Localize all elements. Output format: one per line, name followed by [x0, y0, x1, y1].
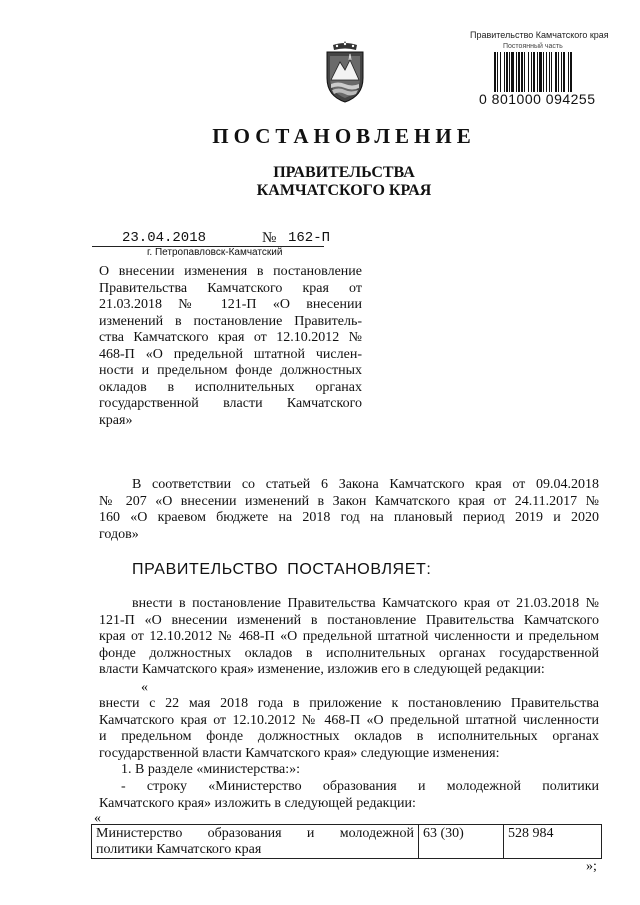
subject-line: окладов в исполнительных органах [99, 379, 362, 395]
subject-line: Правительства Камчатского края от [99, 280, 362, 296]
item2-block [99, 696, 599, 762]
document-date: 23.04.2018 [122, 230, 207, 246]
section-item: 1. В разделе «министерства:»: [121, 762, 300, 777]
opening-quote: « [141, 680, 148, 695]
item2-line: государственной власти Камчатского края» следующие изменения: [99, 745, 500, 761]
subject-block [99, 264, 362, 429]
staff-count-cell: 63 (30) [419, 825, 504, 859]
barcode-bar [561, 52, 562, 92]
stamp-organization: Правительство Камчатского края [470, 30, 609, 40]
subject-line: изменений в постановление Правитель- [99, 313, 362, 329]
salary-fund-cell: 528 984 [504, 825, 602, 859]
item1-line: фонде должностных окладов в исполнительных органах государственной [99, 645, 599, 661]
coat-of-arms-emblem [323, 40, 367, 104]
document-number: 162-П [288, 230, 331, 246]
subject-line: ности и предельном фонде должностных [99, 363, 362, 378]
barcode-bar [563, 52, 565, 92]
barcode-bar [516, 52, 517, 92]
item2-line: и предельном фонде должностных окладов в исполнительных органах [99, 729, 599, 744]
barcode-bar [504, 52, 505, 92]
barcode-bar [537, 52, 538, 92]
subject-line: 468-П «О предельной штатной числен- [99, 346, 362, 362]
opening-quote-2: « [94, 811, 101, 826]
item2-line: Камчатского края от 12.10.2012 № 468-П «О предельной штатной численности [99, 712, 599, 728]
barcode-number: 0 801000 094255 [479, 91, 596, 107]
subject-line: государственной власти Камчатского [99, 396, 362, 411]
barcode-bar [568, 52, 569, 92]
item1-line: края от 12.10.2012 № 468-П «О предельной штатной численности и предельном [99, 629, 599, 644]
barcode-bar [497, 52, 498, 92]
document-title: ПОСТАНОВЛЕНИЕ [212, 124, 476, 148]
item1-block [99, 596, 599, 679]
barcode-bar [570, 52, 572, 92]
barcode-bar [518, 52, 520, 92]
barcode-bar [558, 52, 559, 92]
preamble-block [99, 477, 599, 543]
barcode-bar [551, 52, 552, 92]
preamble-line: В соответствии со статьей 6 Закона Камчатского края от 09.04.2018 [132, 477, 599, 492]
subject-line: ства Камчатского края от 12.10.2012 № [99, 330, 362, 345]
preamble-line: № 207 «О внесении изменений в Закон Камчатского края от 24.11.2017 № [99, 493, 599, 509]
preamble-line: 160 «О краевом бюджете на 2018 год на плановый период 2019 и 2020 [99, 510, 599, 525]
barcode [494, 52, 612, 92]
barcode-bar [494, 52, 496, 92]
subject-line: О внесении изменения в постановление [99, 264, 362, 279]
barcode-bar [533, 52, 535, 92]
barcode-bar [509, 52, 510, 92]
table-row [92, 825, 602, 859]
staff-table [91, 824, 602, 859]
barcode-bar [539, 52, 542, 92]
ministry-name-line: политики Камчатского края [96, 842, 262, 857]
barcode-bar [546, 52, 547, 92]
closing-quote: »; [586, 859, 597, 874]
ministry-cell [92, 825, 419, 859]
city-label: г. Петропавловск-Камчатский [147, 247, 283, 258]
ministry-name-line: Министерство образования и молодежной [96, 826, 414, 841]
barcode-bar [549, 52, 550, 92]
barcode-bar [521, 52, 523, 92]
item4-block [99, 779, 599, 812]
subject-line: 21.03.2018 № 121-П «О внесении [99, 297, 362, 312]
issuer-line-1: ПРАВИТЕЛЬСТВА [273, 164, 415, 181]
resolves-heading: ПРАВИТЕЛЬСТВО ПОСТАНОВЛЯЕТ: [132, 561, 432, 578]
item2-line: внести с 22 мая 2018 года в приложение к постановлению Правительства [99, 696, 599, 711]
subject-line: края» [99, 412, 133, 428]
barcode-bar [500, 52, 501, 92]
stamp-subtitle: Постоянный часть [503, 43, 563, 50]
barcode-bar [531, 52, 532, 92]
barcode-bar [506, 52, 508, 92]
preamble-line: годов» [99, 526, 139, 542]
item4-line: - строку «Министерство образования и молодежной политики [121, 779, 599, 794]
barcode-bar [555, 52, 557, 92]
item4-line: Камчатского края» изложить в следующей редакции: [99, 795, 416, 811]
item1-line: внести в постановление Правительства Камчатского края от 21.03.2018 № [132, 596, 599, 611]
barcode-bar [511, 52, 514, 92]
barcode-bar [528, 52, 529, 92]
item1-line: власти Камчатского края» изменение, изложив его в следующей редакции: [99, 662, 545, 677]
barcode-bar [543, 52, 544, 92]
item1-line: 121-П «О внесении изменений в постановление Правительства Камчатского [99, 612, 599, 628]
issuer-line-2: КАМЧАТСКОГО КРАЯ [256, 182, 432, 199]
number-sign: № [262, 230, 277, 246]
barcode-bar [524, 52, 525, 92]
